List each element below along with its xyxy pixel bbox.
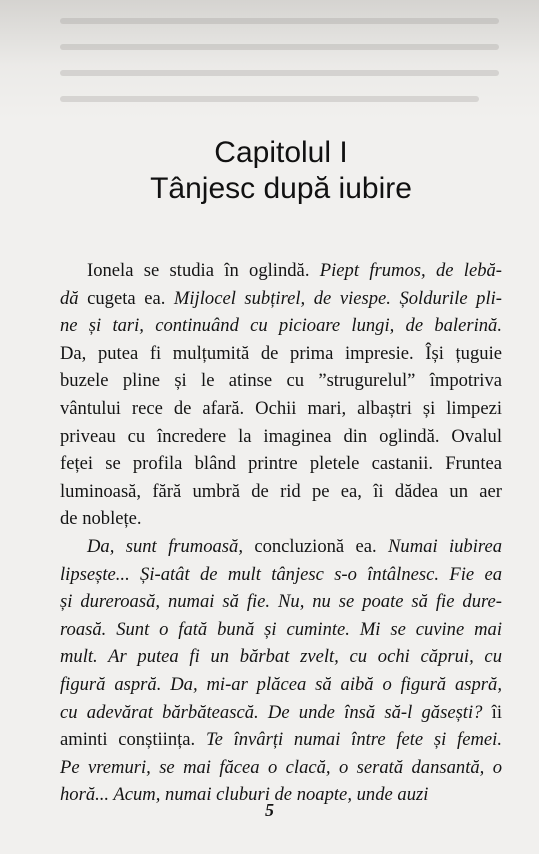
text-line — [60, 423, 502, 451]
text-run: cu adevărat bărbătească. De unde însă să-l găsești? — [60, 701, 483, 723]
text-line — [60, 588, 502, 616]
text-line — [60, 754, 502, 782]
text-run: și dureroasă, numai să fie. Nu, nu se poate să fie dure- — [60, 591, 502, 613]
text-run: de noblețe. — [60, 508, 142, 530]
text-run: Te învârți numai între fete și femei. — [205, 729, 502, 751]
text-line — [60, 726, 502, 754]
text-line — [60, 616, 502, 644]
book-page — [60, 135, 502, 809]
chapter-subtitle: Tânjesc după iubire — [150, 172, 412, 205]
chapter-title: Capitolul I — [214, 136, 348, 169]
text-run: vântului rece de afară. Ochii mari, albaștri și limpezi — [60, 397, 502, 419]
text-run: dă — [60, 287, 79, 309]
text-run: Mijlocel subțirel, de viespe. Șoldurile pli- — [173, 287, 503, 309]
text-run: lipsește... Și-atât de mult tânjesc s-o întâlnesc. Fie ea — [60, 563, 502, 585]
text-run: Ionela se studia în oglindă. — [87, 260, 320, 281]
text-run: Piept frumos, de lebă- — [319, 260, 502, 281]
text-run: îi — [482, 701, 502, 723]
text-line — [60, 285, 502, 313]
text-run: aminti conștiința. — [60, 729, 206, 751]
text-line — [60, 340, 502, 368]
text-run: Pe vremuri, se mai făcea o clacă, o serată dansantă, o — [60, 756, 502, 778]
text-run: feței se profila blând printre pletele castanii. Fruntea — [60, 453, 502, 475]
text-run: cugeta ea. — [78, 287, 174, 309]
text-line — [60, 533, 502, 561]
text-line — [60, 561, 502, 589]
text-line — [60, 450, 502, 478]
text-run: horă... Acum, numai cluburi de noapte, unde auzi — [60, 784, 429, 806]
text-line — [60, 395, 502, 423]
text-run: Numai iubirea — [388, 535, 502, 557]
text-run: ne și tari, continuând cu picioare lungi, de balerină. — [60, 315, 502, 337]
text-run: buzele pline și le atinse cu ”strugurelul” împotriva — [60, 370, 502, 392]
text-run: figură aspră. Da, mi-ar plăcea să aibă o figură aspră, — [60, 673, 502, 695]
text-run: roasă. Sunt o fată bună și cuminte. Mi se cuvine mai — [60, 618, 502, 640]
text-run: priveau cu încredere la imaginea din oglindă. Ovalul — [60, 425, 502, 447]
chapter-body — [60, 257, 502, 809]
page-number: 5 — [265, 800, 274, 820]
text-line — [60, 367, 502, 395]
chapter-heading — [60, 135, 502, 207]
text-line — [60, 257, 502, 285]
text-line — [60, 478, 502, 506]
text-run: luminoasă, fără umbră de rid pe ea, îi dădea un aer — [60, 480, 502, 502]
text-line — [60, 699, 502, 727]
bleed-through-text — [0, 0, 539, 120]
text-line — [60, 643, 502, 671]
text-line — [60, 671, 502, 699]
text-run: concluzionă ea. — [242, 535, 389, 557]
text-run: Da, putea fi mulțumită de prima impresie. Își țuguie — [60, 342, 502, 364]
text-run: mult. Ar putea fi un bărbat zvelt, cu ochi căprui, cu — [60, 646, 502, 668]
text-run: Da, sunt frumoasă, — [87, 535, 243, 557]
text-line — [60, 312, 502, 340]
text-line — [60, 505, 502, 533]
